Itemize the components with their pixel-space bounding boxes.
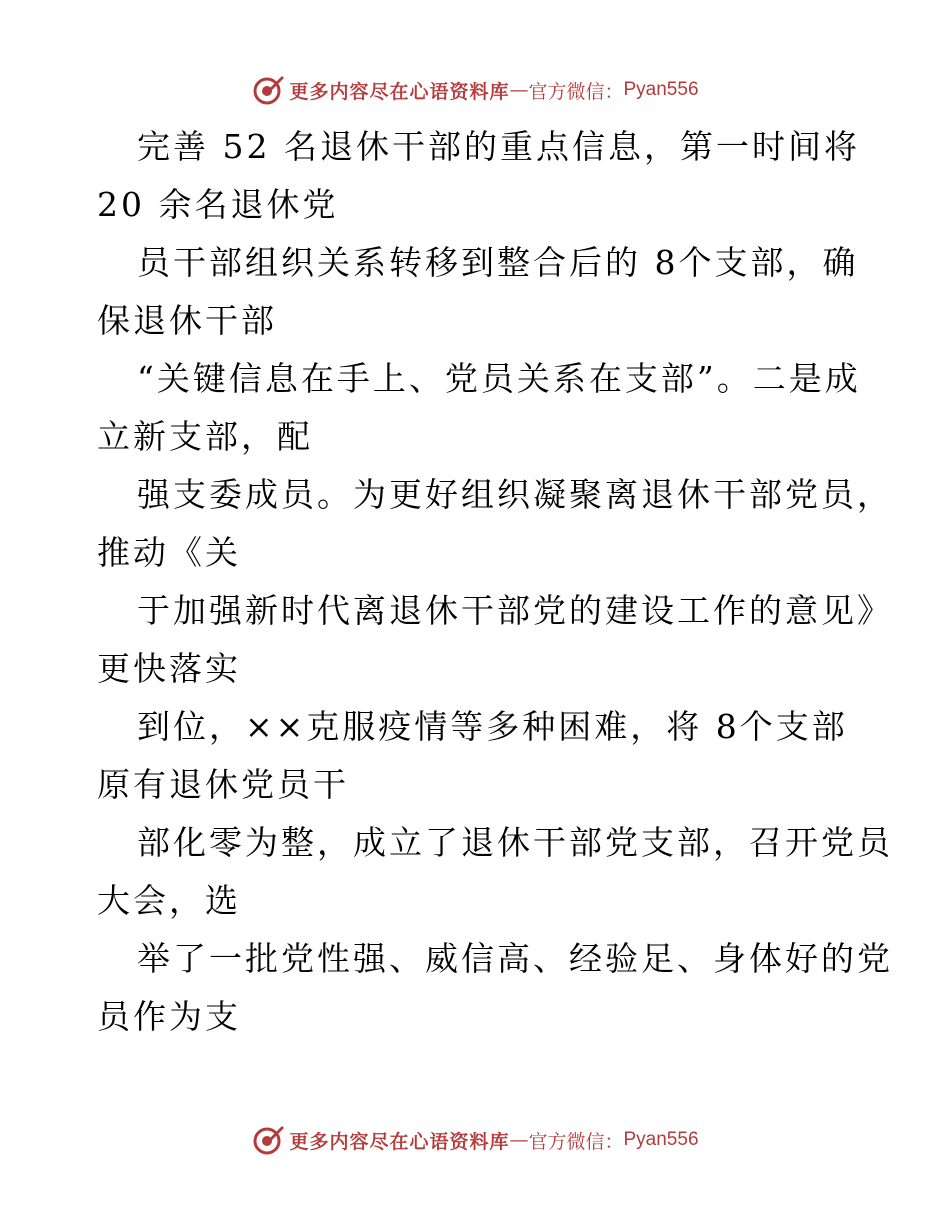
text-line: 强支委成员。为更好组织凝聚离退休干部党员， xyxy=(137,475,893,514)
text-line: “关键信息在手上、党员关系在支部”。二是成 xyxy=(137,359,861,398)
banner-brand-text: 更多内容尽在心语资料库 xyxy=(289,1130,510,1153)
text-line: 推动《关 xyxy=(97,533,241,572)
banner-separator: — xyxy=(509,1129,529,1151)
document-body xyxy=(97,118,893,1046)
pen-logo-icon xyxy=(251,1123,285,1157)
text-line: 举了一批党性强、威信高、经验足、身体好的党 xyxy=(137,939,893,978)
footer-banner xyxy=(0,1120,950,1160)
text-line: 员作为支 xyxy=(97,997,241,1036)
banner-brand-text: 更多内容尽在心语资料库 xyxy=(289,80,510,103)
text-line: 更快落实 xyxy=(97,649,241,688)
banner-wechat-id: Pyan556 xyxy=(623,1129,699,1150)
text-line: 立新支部，配 xyxy=(97,417,313,456)
text-line: 员干部组织关系转移到整合后的 8个支部，确 xyxy=(137,243,859,282)
text-line: 原有退休党员干 xyxy=(97,765,349,804)
text-line: 完善 52 名退休干部的重点信息，第一时间将 xyxy=(137,127,860,166)
banner-separator: — xyxy=(509,79,529,101)
banner-wechat-id: Pyan556 xyxy=(623,79,699,100)
banner-wechat-label: 官方微信： xyxy=(528,80,624,103)
text-line: 于加强新时代离退休干部党的建设工作的意见》 xyxy=(137,591,893,630)
text-line: 到位，××克服疫情等多种困难，将 8个支部 xyxy=(137,707,848,746)
banner-wechat-label: 官方微信： xyxy=(528,1130,624,1153)
pen-logo-icon xyxy=(251,73,285,107)
text-line: 20 余名退休党 xyxy=(97,185,339,224)
text-line: 保退休干部 xyxy=(97,301,277,340)
text-line: 大会，选 xyxy=(97,881,241,920)
header-banner xyxy=(0,70,950,110)
text-line: 部化零为整，成立了退休干部党支部，召开党员 xyxy=(137,823,893,862)
